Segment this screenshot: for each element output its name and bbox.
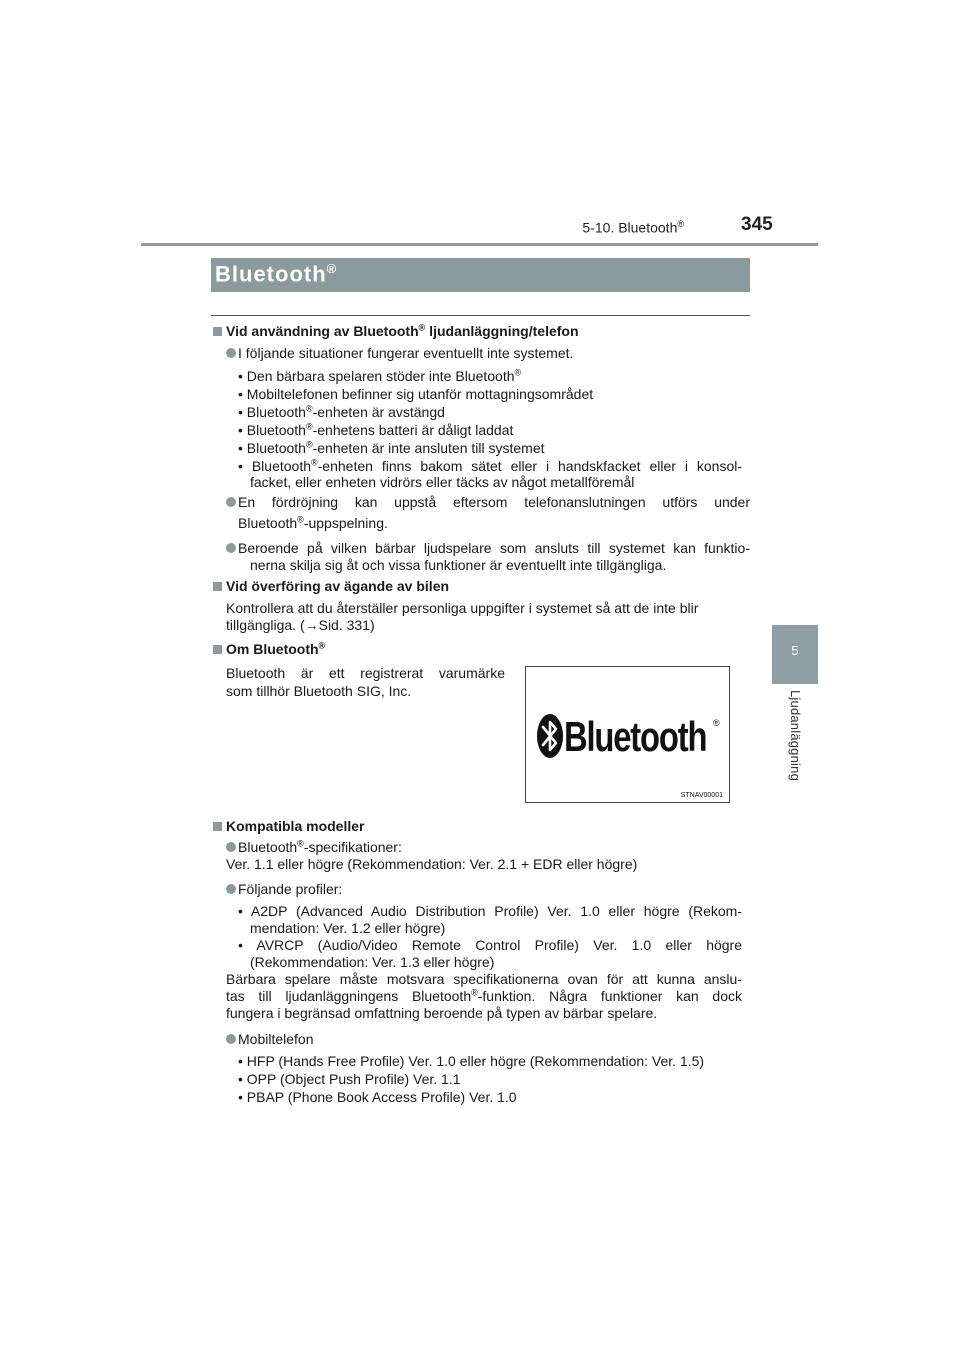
bullet-text: Bluetooth®-specifikationer:	[238, 838, 402, 855]
square-bullet-icon	[213, 582, 222, 591]
heading-about-bluetooth: Om Bluetooth®	[226, 640, 326, 657]
square-bullet-icon	[213, 327, 222, 336]
list-item: • AVRCP (Audio/Video Remote Control Profile) Ver. 1.0 eller högre	[238, 937, 742, 953]
page-number: 345	[741, 214, 773, 235]
bluetooth-rune-icon	[537, 714, 563, 758]
list-item: • Mobiltelefonen befinner sig utanför mottagningsområdet	[238, 386, 594, 402]
list-item: • HFP (Hands Free Profile) Ver. 1.0 eller högre (Rekommendation: Ver. 1.5)	[238, 1053, 705, 1069]
paragraph-text: Bärbara spelare måste motsvara specifikationerna ovan för att kunna anslu-	[226, 971, 742, 987]
bullet-text: Mobiltelefon	[238, 1031, 314, 1047]
list-item: • Bluetooth®-enheten finns bakom sätet eller i handskfacket eller i konsol-	[238, 457, 742, 474]
list-item: • Den bärbara spelaren stöder inte Bluetooth®	[238, 367, 522, 384]
list-item: • PBAP (Phone Book Access Profile) Ver. 1.0	[238, 1089, 517, 1105]
paragraph-text: som tillhör Bluetooth SIG, Inc.	[226, 683, 412, 699]
round-bullet-icon	[226, 1034, 236, 1044]
bullet-text-continued: Ver. 1.1 eller högre (Rekommendation: Ver. 2.1 + EDR eller högre)	[226, 856, 638, 872]
list-item: • Bluetooth®-enheten är avstängd	[238, 403, 445, 420]
round-bullet-icon	[226, 884, 236, 894]
bullet-text: I följande situationer fungerar eventuellt inte systemet.	[238, 345, 574, 361]
paragraph-text: tillgängliga. (→Sid. 331)	[226, 617, 375, 633]
round-bullet-icon	[226, 348, 236, 358]
list-item: • Bluetooth®-enheten är inte ansluten till systemet	[238, 439, 545, 456]
paragraph-text: fungera i begränsad omfattning beroende på typen av bärbar spelare.	[226, 1005, 658, 1021]
square-bullet-icon	[213, 645, 222, 654]
round-bullet-icon	[226, 543, 236, 553]
list-item-continued: mendation: Ver. 1.2 eller högre)	[250, 920, 446, 936]
running-header-section: 5-10. Bluetooth®	[582, 219, 684, 236]
bullet-text: Följande profiler:	[238, 881, 343, 897]
bullet-text: En fördröjning kan uppstå eftersom telefonanslutningen utförs under	[238, 494, 750, 510]
round-bullet-icon	[226, 497, 236, 507]
section-title-bar	[211, 258, 750, 292]
list-item: • OPP (Object Push Profile) Ver. 1.1	[238, 1071, 461, 1087]
list-item-continued: (Rekommendation: Ver. 1.3 eller högre)	[250, 954, 495, 970]
square-bullet-icon	[213, 822, 222, 831]
round-bullet-icon	[226, 842, 236, 852]
bluetooth-wordmark: Bluetooth	[564, 713, 707, 760]
heading-compatible-models: Kompatibla modeller	[226, 818, 365, 834]
list-item: • Bluetooth®-enhetens batteri är dåligt laddat	[238, 421, 514, 438]
paragraph-text: Bluetooth är ett registrerat varumärke	[226, 665, 505, 681]
paragraph-text: Kontrollera att du återställer personliga uppgifter i systemet så att de inte blir	[226, 600, 699, 616]
heading-ownership-transfer: Vid överföring av ägande av bilen	[226, 578, 450, 594]
header-rule	[141, 243, 818, 246]
bullet-text-continued: nerna skilja sig åt och vissa funktioner är eventuellt inte tillgängliga.	[250, 557, 667, 573]
paragraph-text: tas till ljudanläggningens Bluetooth®-funktion. Några funktioner kan dock	[226, 987, 742, 1004]
chapter-number: 5	[791, 643, 799, 658]
heading-bluetooth-usage: Vid användning av Bluetooth® ljudanläggning/telefon	[226, 322, 579, 339]
content-rule	[211, 315, 750, 316]
chapter-label: Ljudanläggning	[788, 690, 803, 781]
bullet-text: Beroende på vilken bärbar ljudspelare som ansluts till systemet kan funktio-	[238, 540, 750, 556]
figure-code: STNAV00001	[680, 792, 723, 799]
list-item: • A2DP (Advanced Audio Distribution Profile) Ver. 1.0 eller högre (Rekom-	[238, 903, 742, 919]
bluetooth-logo-figure	[525, 666, 730, 803]
registered-mark: ®	[713, 718, 720, 728]
section-title: Bluetooth®	[215, 261, 338, 287]
bullet-text-continued: Bluetooth®-uppspelning.	[238, 514, 388, 531]
list-item-continued: facket, eller enheten vidrörs eller täcks av något metallföremål	[250, 474, 635, 490]
